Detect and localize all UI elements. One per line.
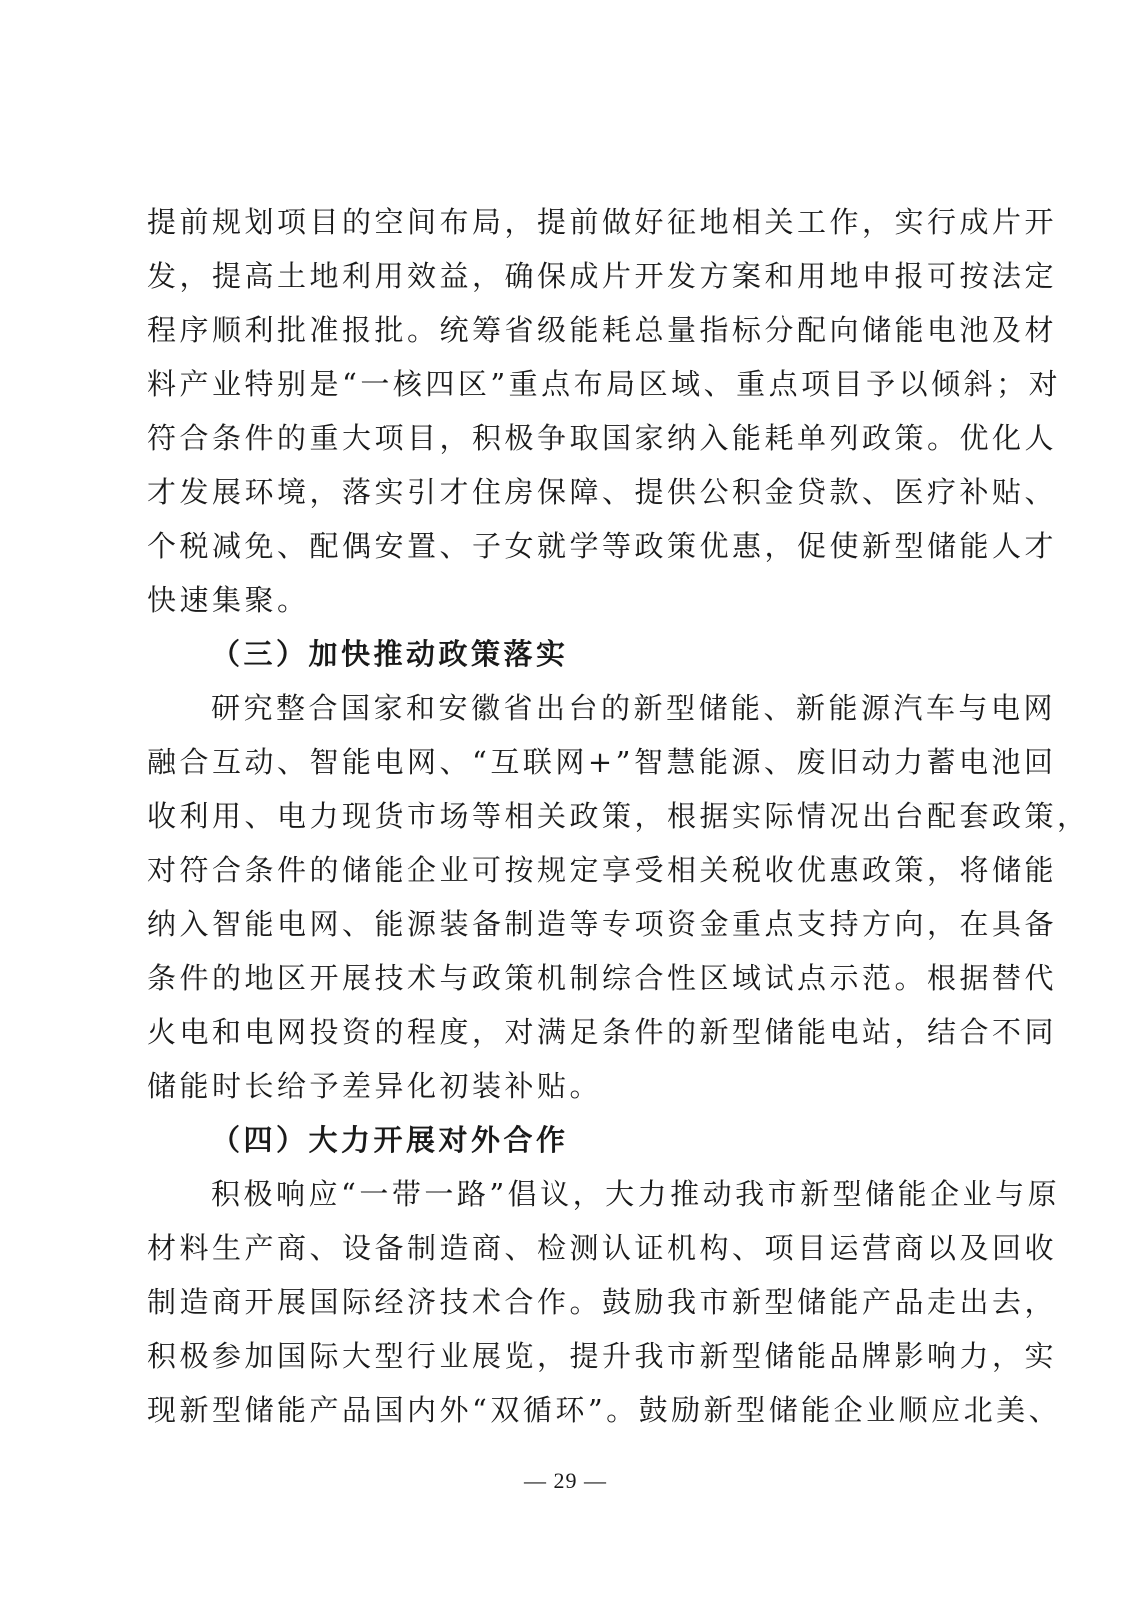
text-line: 程序顺利批准报批。统筹省级能耗总量指标分配向储能电池及材 <box>147 313 1058 347</box>
text-line: 符合条件的重大项目，积极争取国家纳入能耗单列政策。优化人 <box>147 421 1058 455</box>
text-line: 对符合条件的储能企业可按规定享受相关税收优惠政策，将储能 <box>147 853 1058 887</box>
page-number: — 29 — <box>524 1468 607 1493</box>
section-heading: （四）大力开展对外合作 <box>211 1123 569 1157</box>
document-body <box>147 195 1090 1437</box>
paragraph-continued <box>147 195 1062 627</box>
text-line: 纳入智能电网、能源装备制造等专项资金重点支持方向，在具备 <box>147 907 1058 941</box>
text-line: 才发展环境，落实引才住房保障、提供公积金贷款、医疗补贴、 <box>147 475 1058 509</box>
text-line: 材料生产商、设备制造商、检测认证机构、项目运营商以及回收 <box>147 1231 1058 1265</box>
section-heading: （三）加快推动政策落实 <box>211 637 569 671</box>
text-line: 火电和电网投资的程度，对满足条件的新型储能电站，结合不同 <box>147 1015 1058 1049</box>
text-line: 快速集聚。 <box>147 583 310 617</box>
text-line: 条件的地区开展技术与政策机制综合性区域试点示范。根据替代 <box>147 961 1058 995</box>
section-policy-implementation <box>147 627 1090 1113</box>
text-line: 积极参加国际大型行业展览，提升我市新型储能品牌影响力，实 <box>147 1339 1058 1373</box>
text-line: 融合互动、智能电网、“互联网+”智慧能源、废旧动力蓄电池回 <box>147 745 1057 779</box>
text-line: 积极响应“一带一路”倡议，大力推动我市新型储能企业与原 <box>211 1177 1061 1211</box>
text-line: 提前规划项目的空间布局，提前做好征地相关工作，实行成片开 <box>147 205 1058 239</box>
text-line: 储能时长给予差异化初装补贴。 <box>147 1069 603 1103</box>
text-line: 收利用、电力现货市场等相关政策，根据实际情况出台配套政策， <box>147 799 1090 833</box>
section-external-cooperation <box>147 1113 1062 1437</box>
text-line: 发，提高土地利用效益，确保成片开发方案和用地申报可按法定 <box>147 259 1058 293</box>
text-line: 制造商开展国际经济技术合作。鼓励我市新型储能产品走出去， <box>147 1285 1058 1319</box>
text-line: 研究整合国家和安徽省出台的新型储能、新能源汽车与电网 <box>211 691 1057 725</box>
text-line: 料产业特别是“一核四区”重点布局区域、重点项目予以倾斜；对 <box>147 367 1062 401</box>
text-line: 现新型储能产品国内外“双循环”。鼓励新型储能企业顺应北美、 <box>147 1393 1062 1427</box>
text-line: 个税减免、配偶安置、子女就学等政策优惠，促使新型储能人才 <box>147 529 1058 563</box>
